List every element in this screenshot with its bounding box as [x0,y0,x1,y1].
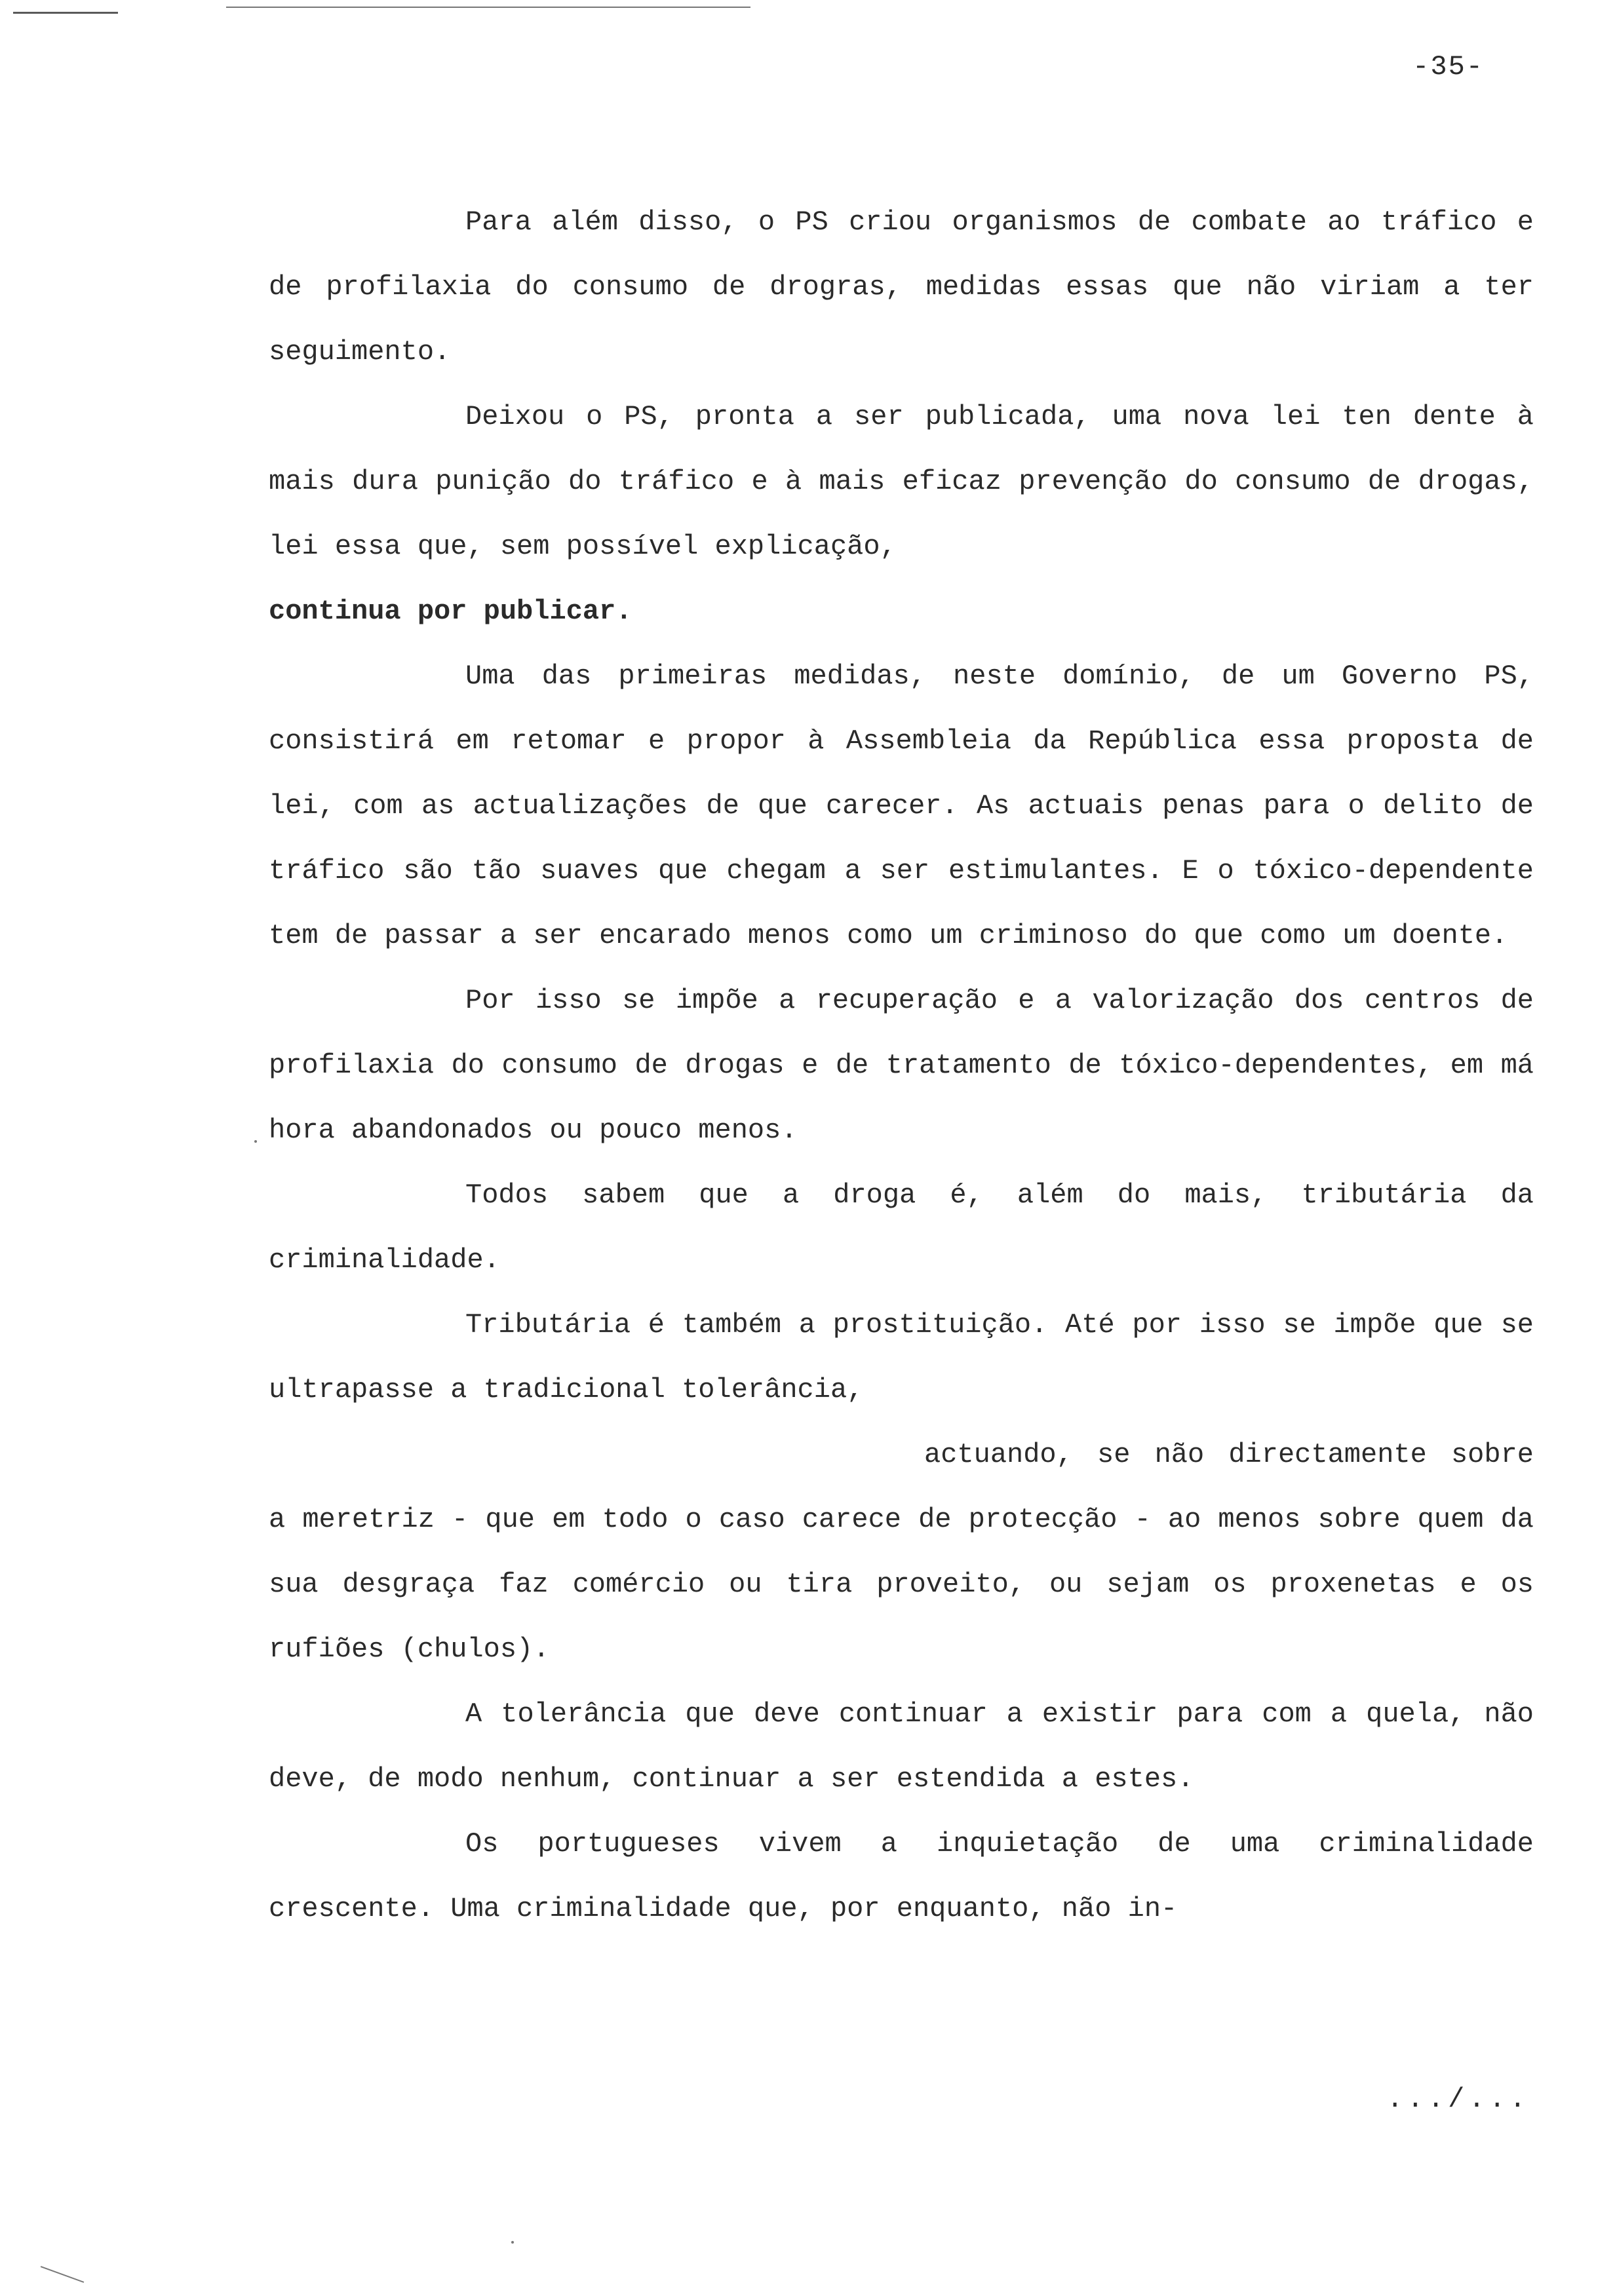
paragraph-3: Uma das primeiras medidas, neste domínio, de um Governo PS, consistirá em retomar e propor à Assembleia da República essa proposta de lei, com as actualizações de que carecer. As actuais penas para o delito de tráfico são tão suaves que chegam a ser estimulantes. E o tóxico-dependente tem de passar a ser encarado menos como um criminoso do que como um doente. [269,660,1551,951]
body-text [269,190,1551,1942]
paragraph-7: A tolerância que deve continuar a existir para com a quela, não deve, de modo nenhum, continuar a ser estendida a estes. [269,1698,1551,1795]
scan-speck [511,2241,514,2244]
paragraph-6: Tributária é também a prostituição. Até por isso se impõe que se ultrapasse a tradicional tolerância, [269,1309,1551,1406]
page-number: -35- [1412,51,1484,83]
paragraph-6-continued: actuando, se não directamente sobre a meretriz - que em todo o caso carece de protecção - ao menos sobre quem da sua desgraça faz comércio ou tira proveito, ou sejam os proxenetas e os rufiões (chulos). [269,1439,1551,1665]
scan-speck [254,1140,257,1143]
paragraph-2-handwritten-insert: continua por publicar. [269,596,632,627]
continuation-mark: .../... [1386,2084,1530,2115]
paragraph-4: Por isso se impõe a recuperação e a valorização dos centros de profilaxia do consumo de drogas e de tratamento de tóxico-dependentes, em má hora abandonados ou pouco menos. [269,985,1551,1146]
paragraph-8: Os portugueses vivem a inquietação de uma criminalidade crescente. Uma criminalidade que, por enquanto, não in- [269,1828,1551,1924]
top-rule-left [13,12,118,14]
top-rule-center [226,7,750,8]
paragraph-2: Deixou o PS, pronta a ser publicada, uma nova lei ten dente à mais dura punição do tráfico e à mais eficaz prevenção do consumo de drogas, lei essa que, sem possível explicação, [269,401,1551,562]
paragraph-1: Para além disso, o PS criou organismos de combate ao tráfico e de profilaxia do consumo de drogras, medidas essas que não viriam a ter seguimento. [269,206,1551,368]
paragraph-5: Todos sabem que a droga é, além do mais, tributária da criminalidade. [269,1179,1551,1276]
scan-corner-mark [41,2266,84,2283]
